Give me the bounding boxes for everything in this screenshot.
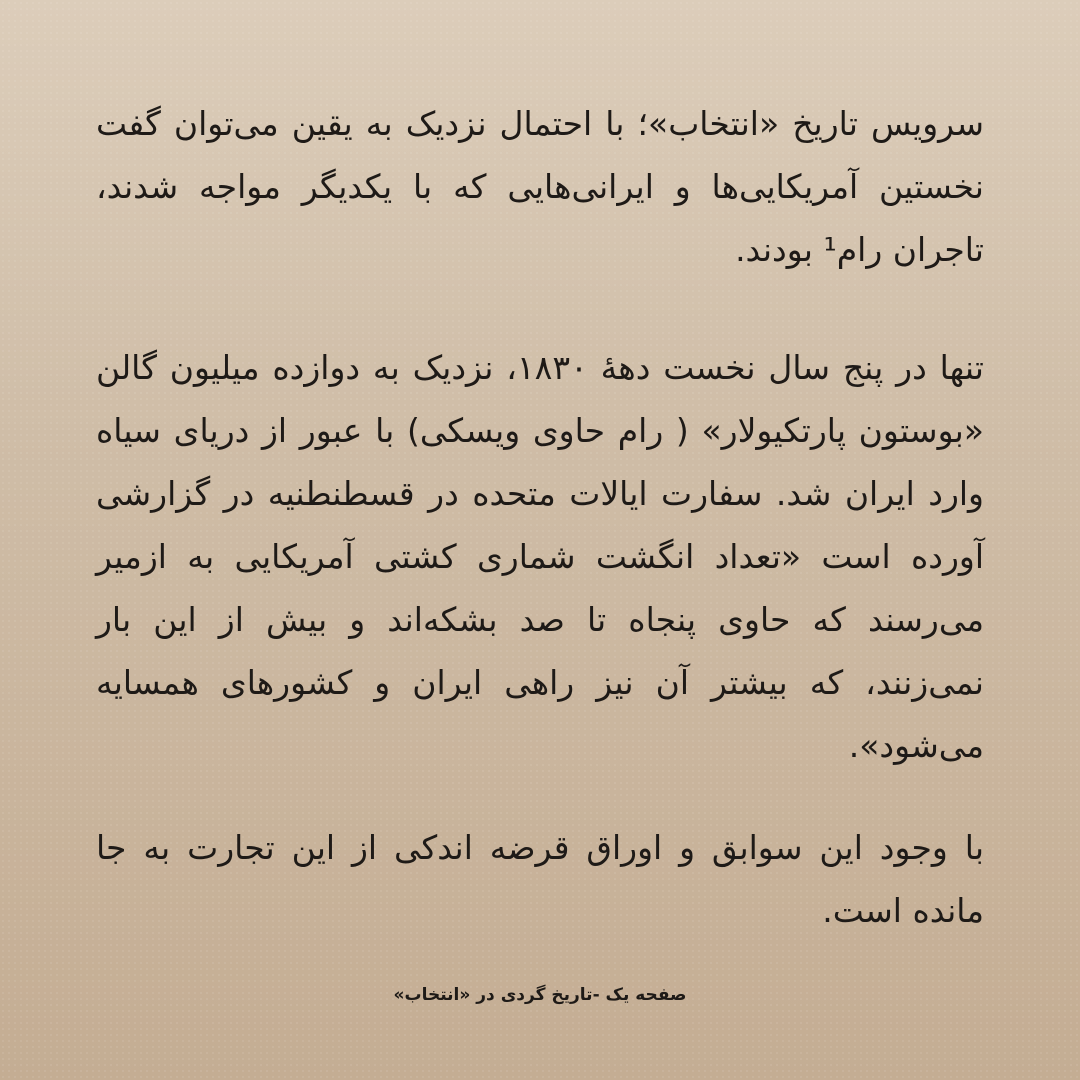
page-footer-caption: صفحه یک -تاریخ گردی در «انتخاب» [393, 985, 687, 1005]
paragraph-conclusion: با وجود این سوابق و اوراق قرضه اندکی از این تجارت به جا مانده است. [96, 828, 984, 930]
paragraph-intro: سرویس تاریخ «انتخاب»؛ با احتمال نزدیک به یقین می‌توان گفت نخستین آمریکایی‌ها و ایرانی‌هایی که با یکدیگر مواجه شدند، تاجران رام¹ بودند. [96, 104, 984, 269]
article-body [96, 92, 984, 1020]
paragraph-trade: تنها در پنج سال نخست دههٔ ۱۸۳۰، نزدیک به دوازده میلیون گالن «بوستون پارتکیولار» ( رام حاوی ویسکی) با عبور از دریای سیاه وارد ایران شد. سفارت ایالات متحده در قسطنطنیه در گزارشی آورده است «تعداد انگشت شماری کشتی آمریکایی به ازمیر می‌رسند که حاوی پنجاه تا صد بشکه‌اند و بیش از این بار نمی‌زنند، که بیشتر آن نیز راهی ایران و کشورهای همسایه می‌شود». [96, 348, 984, 765]
